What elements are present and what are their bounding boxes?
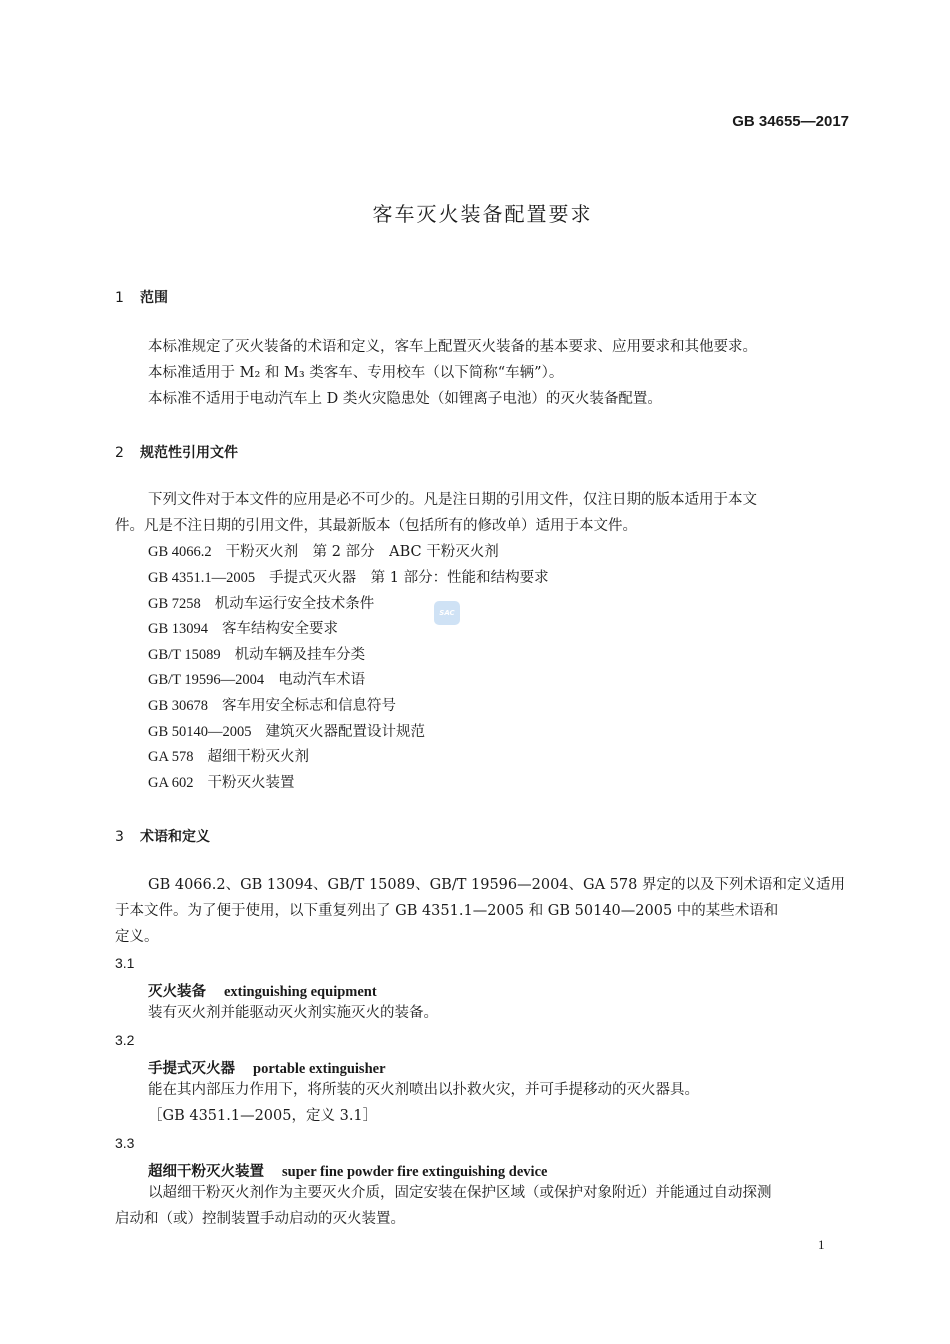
reference-title: 建筑灭火器配置设计规范 (265, 724, 426, 740)
reference-item (148, 568, 549, 588)
term-definition: 装有灭火剂并能驱动灭火剂实施灭火的装备。 (148, 1005, 438, 1021)
term-title (148, 980, 377, 1001)
section-number: 3 (115, 829, 124, 845)
paragraph: 本标准规定了灭火装备的术语和定义，客车上配置灭火装备的基本要求、应用要求和其他要求。 (148, 339, 757, 355)
term-source: ［GB 4351.1—2005，定义 3.1］ (148, 1108, 378, 1124)
reference-code: GB/T 19596—2004 (148, 672, 265, 688)
term-title (148, 1057, 386, 1078)
term-zh: 超细干粉灭火装置 (148, 1164, 264, 1180)
paragraph: 定义。 (115, 929, 159, 945)
reference-title: 干粉灭火装置 (207, 775, 295, 791)
paragraph: 本标准适用于 M₂ 和 M₃ 类客车、专用校车（以下简称“车辆”）。 (148, 365, 564, 381)
term-definition: 以超细干粉灭火剂作为主要灭火介质，固定安装在保护区域（或保护对象附近）并能通过自动探测 (148, 1185, 772, 1201)
term-en: portable extinguisher (253, 1061, 386, 1077)
reference-item (148, 747, 309, 767)
term-title (148, 1160, 547, 1181)
section-heading-normative-references (115, 442, 238, 462)
clause-number: 3.3 (115, 1135, 135, 1151)
reference-code: GB 50140—2005 (148, 724, 252, 740)
section-title: 术语和定义 (140, 829, 210, 845)
section-title: 规范性引用文件 (140, 445, 238, 461)
term-definition: 能在其内部压力作用下，将所装的灭火剂喷出以扑救火灾，并可手提移动的灭火器具。 (148, 1082, 699, 1098)
term-zh: 手提式灭火器 (148, 1061, 235, 1077)
reference-title: 客车结构安全要求 (222, 621, 339, 637)
reference-title: 超细干粉灭火剂 (207, 749, 310, 765)
section-title: 范围 (140, 290, 168, 306)
watermark-logo: SAC (434, 601, 460, 625)
reference-item (148, 594, 374, 614)
reference-title: 手提式灭火器 第 1 部分：性能和结构要求 (269, 570, 549, 586)
term-definition: 启动和（或）控制装置手动启动的灭火装置。 (115, 1211, 405, 1227)
reference-item (148, 542, 499, 562)
reference-item (148, 722, 425, 742)
reference-title: 机动车辆及挂车分类 (234, 647, 366, 663)
reference-item (148, 645, 365, 665)
paragraph: 件。凡是不注日期的引用文件，其最新版本（包括所有的修改单）适用于本文件。 (115, 518, 637, 534)
reference-title: 电动汽车术语 (278, 672, 366, 688)
clause-number: 3.2 (115, 1032, 135, 1048)
reference-title: 客车用安全标志和信息符号 (222, 698, 397, 714)
reference-item (148, 773, 295, 793)
page-number: 1 (818, 1237, 825, 1252)
reference-title: 干粉灭火剂 第 2 部分 ABC 干粉灭火剂 (225, 544, 499, 560)
reference-code: GB 30678 (148, 698, 209, 714)
reference-title: 机动车运行安全技术条件 (214, 596, 375, 612)
reference-code: GA 602 (148, 775, 194, 791)
paragraph: 于本文件。为了便于使用，以下重复列出了 GB 4351.1—2005 和 GB 50140—2005 中的某些术语和 (115, 903, 779, 919)
reference-code: GA 578 (148, 749, 194, 765)
section-heading-terms-and-definitions (115, 826, 210, 846)
reference-item (148, 670, 365, 690)
term-zh: 灭火装备 (148, 984, 206, 1000)
reference-code: GB 4066.2 (148, 544, 212, 560)
reference-code: GB 4351.1—2005 (148, 570, 256, 586)
paragraph: GB 4066.2、GB 13094、GB/T 15089、GB/T 19596—2004、GA 578 界定的以及下列术语和定义适用 (148, 877, 845, 893)
reference-item (148, 619, 338, 639)
clause-number: 3.1 (115, 955, 135, 971)
document-title: 客车灭火装备配置要求 (372, 202, 593, 226)
reference-code: GB 13094 (148, 621, 209, 637)
paragraph: 本标准不适用于电动汽车上 D 类火灾隐患处（如锂离子电池）的灭火装备配置。 (148, 391, 662, 407)
term-en: extinguishing equipment (224, 984, 377, 1000)
paragraph: 下列文件对于本文件的应用是必不可少的。凡是注日期的引用文件，仅注日期的版本适用于本文 (148, 492, 757, 508)
reference-item (148, 696, 396, 716)
term-en: super fine powder fire extinguishing device (282, 1164, 548, 1180)
section-heading-scope (115, 287, 168, 307)
reference-code: GB 7258 (148, 596, 201, 612)
standard-number: GB 34655—2017 (732, 113, 849, 130)
section-number: 1 (115, 290, 124, 306)
reference-code: GB/T 15089 (148, 647, 221, 663)
section-number: 2 (115, 445, 124, 461)
